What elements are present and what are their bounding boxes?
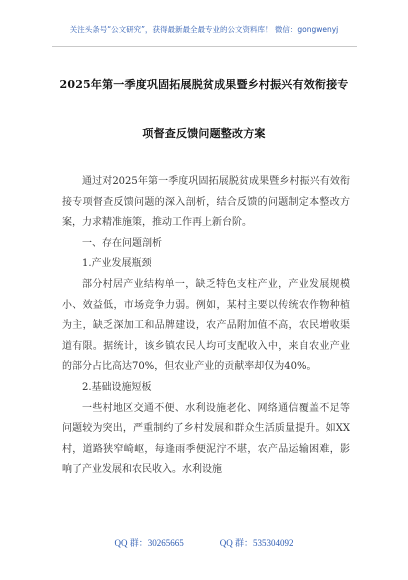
document-body: [62, 172, 350, 481]
document-title-line-1: 2025年第一季度巩固拓展脱贫成果暨乡村振兴有效衔接专: [59, 78, 349, 91]
subsection-heading: 1.产业发展瓶颈: [82, 258, 152, 270]
body-paragraph: 一些村地区交通不便、水利设施老化、网络通信覆盖不足等问题较为突出，严重制约了乡村发展和群众生活质量提升。如XX村，道路狭窄崎岖，每逢雨季便泥泞不堪，农产品运输困难，影响了产业发展和农民收入。水利设施: [62, 402, 350, 476]
page-footer: [0, 536, 408, 549]
subsection-heading: 2.基础设施短板: [82, 381, 152, 393]
promo-banner: 关注头条号“公文研究”，获得最新最全最专业的公文资料库！ 微信：gongwenyj: [69, 25, 339, 34]
footer-qq-group-2: QQ 群：535304092: [219, 538, 294, 548]
intro-paragraph: 通过对2025年第一季度巩固拓展脱贫成果暨乡村振兴有效衔接专项督查反馈问题的深入剖析，结合反馈的问题制定本整改方案，力求精准施策，推动工作再上新台阶。: [62, 176, 350, 229]
footer-qq-group-1: QQ 群：30265665: [114, 538, 184, 548]
section-heading: 一、存在问题剖析: [82, 237, 162, 249]
body-paragraph: 部分村居产业结构单一，缺乏特色支柱产业，产业发展规模小、效益低，市场竞争力弱。例如，某村主要以传统农作物种植为主，缺乏深加工和品牌建设，农产品附加值不高，农民增收渠道有限。据统计，该乡镇农民人均可支配收入中，来自农业产业的部分占比高达70%，但农业产业的贡献率却仅为40%。: [62, 278, 350, 373]
document-title-line-2: 项督查反馈问题整改方案: [142, 127, 266, 140]
header-divider: [52, 46, 357, 47]
